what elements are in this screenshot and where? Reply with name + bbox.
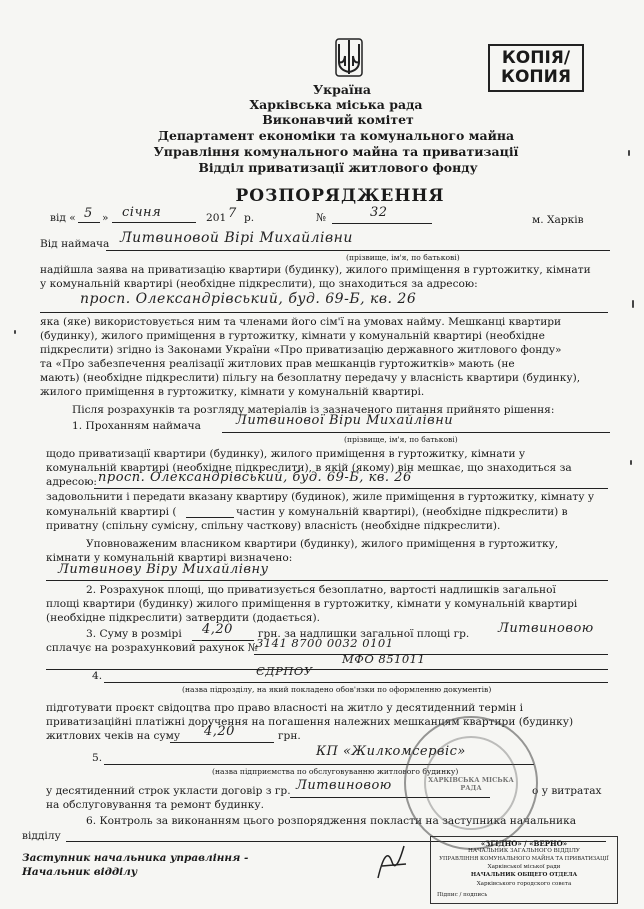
text-p2c: підкреслити) згідно із Законами України «Про приватизацію державного житлового фонду» xyxy=(40,344,562,356)
applicant-label: Від наймача xyxy=(40,238,110,250)
address-2-line xyxy=(94,488,608,489)
account-number-2: МФО 851011 xyxy=(342,652,426,666)
round-seal xyxy=(404,716,538,850)
order-number-line xyxy=(332,223,432,224)
scan-mark xyxy=(630,460,632,465)
signature-title-2: Начальник відділу xyxy=(22,866,138,878)
header-directorate: Управління комунального майна та приватизації xyxy=(153,144,519,159)
address-2: просп. Олександрівський, буд. 69-Б, кв. 26 xyxy=(98,470,412,485)
item4-label: 4. xyxy=(92,670,103,682)
text-i6a: 6. Контроль за виконанням цього розпорядження покласти на заступника начальника xyxy=(86,815,577,827)
account-number: 3141 8700 0032 0101 xyxy=(256,636,394,650)
text-p2b: (будинку), жилого приміщення в гуртожитку, кімнати у комунальній квартирі (необхідне xyxy=(40,330,545,342)
text-i1e: комунальній квартирі ( xyxy=(46,506,177,518)
stamp-line-3: УПРАВЛІННЯ КОМУНАЛЬНОГО МАЙНА ТА ПРИВАТИЗАЦІЇ xyxy=(439,856,609,862)
page-title: РОЗПОРЯДЖЕННЯ xyxy=(235,186,445,206)
stamp-line-4: Харківської міської ради xyxy=(487,864,561,870)
stamp-line-6: Харківського городского совета xyxy=(476,881,572,887)
text-i4b: приватизаційні платіжні доручення на погашення належних мешканцям квартири (будинку) xyxy=(46,716,574,728)
copy-stamp-line2: КОПИЯ xyxy=(501,67,571,87)
scan-mark xyxy=(628,150,630,156)
trident-emblem-icon xyxy=(335,38,363,78)
scan-mark xyxy=(632,300,634,308)
item1-name-line xyxy=(222,432,610,433)
item3-sum: 4,20 xyxy=(202,622,233,637)
text-p2e: мають) (необхідне підкреслити) пільгу на безоплатну передачу у власність квартири (будинку), xyxy=(40,372,581,384)
stamp-line-1: «ЗГІДНО» / «ВЕРНО» xyxy=(480,839,568,848)
text-i1f: приватну (спільну сумісну, спільну часткову) власність (необхідне підкреслити). xyxy=(46,520,501,532)
date-day: 5 xyxy=(84,206,93,221)
text-i1e2: частин у комунальній квартирі), (необхідне підкреслити) в xyxy=(236,506,568,518)
date-year-suffix: р. xyxy=(244,212,255,224)
date-month: січня xyxy=(122,205,162,220)
owner-line xyxy=(46,580,608,581)
text-i5b: на обслуговування та ремонт будинку. xyxy=(46,799,264,811)
text-p1b: у комунальній квартирі (необхідне підкреслити), що знаходиться за адресою: xyxy=(40,278,478,290)
applicant-name: Литвиновой Вірі Михайлівни xyxy=(120,230,353,246)
header-committee: Виконавчий комітет xyxy=(262,112,414,127)
date-sep: » xyxy=(102,212,109,224)
text-i6b: відділу xyxy=(22,830,61,842)
item1-caption: (прізвище, ім'я, по батькові) xyxy=(344,435,458,444)
item4-line xyxy=(104,682,608,683)
applicant-line xyxy=(106,250,610,251)
order-number-label: № xyxy=(316,212,327,224)
item3-sum-line xyxy=(192,640,254,641)
order-number: 32 xyxy=(370,205,388,220)
applicant-caption: (прізвище, ім'я, по батькові) xyxy=(346,253,460,262)
address-1-line xyxy=(40,312,608,313)
text-i2b: площі квартири (будинку) жилого приміщення в гуртожитку, кімнати у комунальній квартирі xyxy=(46,598,578,610)
signature-title-1: Заступник начальника управління - xyxy=(22,852,249,864)
share-blank-line xyxy=(186,517,234,518)
item5-handwriting: КП «Жилкомсервіс» xyxy=(316,744,466,759)
item4-unit: грн. xyxy=(278,730,301,742)
text-i4c-label: житлових чеків на суму xyxy=(46,730,181,742)
text-i3b: сплачує на розрахунковий рахунок № xyxy=(46,642,258,654)
header-country: Україна xyxy=(312,82,371,97)
signature-scribble xyxy=(372,840,412,884)
item4-caption: (назва підрозділу, на який покладено обов'язки по оформленню документів) xyxy=(182,685,492,694)
date-year-prefix: 201 xyxy=(206,212,227,224)
item5-caption: (назва підприємства по обслуговуванню житлового будинку) xyxy=(212,767,459,776)
text-i4a: підготувати проєкт свідоцтва про право власності на житло у десятиденний термін і xyxy=(46,702,524,714)
account-line xyxy=(254,654,608,655)
date-day-line xyxy=(78,222,100,223)
text-i2c: (необхідне підкреслити) затвердити (додається). xyxy=(46,612,320,624)
text-i1b: комунальній квартирі (необхідне підкреслити), в якій (якому) він мешкає, що знаходиться за xyxy=(46,462,572,474)
stamp-line-5: НАЧАЛЬНИК ОБЩЕГО ОТДЕЛА xyxy=(470,872,578,878)
text-i1h: кімнати у комунальній квартирі визначено: xyxy=(46,552,293,564)
account-line-2 xyxy=(46,669,608,670)
item1-label: 1. Проханням наймача xyxy=(72,420,201,432)
text-i5a2: о у витратах xyxy=(532,785,602,797)
scan-mark xyxy=(14,330,16,334)
item3-person: Литвиновою xyxy=(498,621,594,636)
text-i2a: 2. Розрахунок площі, що приватизується безоплатно, вартості надлишків загальної xyxy=(86,584,556,596)
text-i5a: у десятиденний строк укласти договір з гр. xyxy=(46,785,291,797)
date-year-digit: 7 xyxy=(228,206,237,221)
item5-label: 5. xyxy=(92,752,103,764)
text-i1g: Уповноваженим власником квартири (будинку), жилого приміщення в гуртожитку, xyxy=(86,538,559,550)
item4-sum-line xyxy=(170,742,274,743)
city: м. Харків xyxy=(532,214,584,226)
item4-handwriting: ЄДРПОУ xyxy=(256,664,313,678)
owner-name: Литвинову Віру Михайлівну xyxy=(58,562,269,577)
text-p2f: жилого приміщення в гуртожитку, кімнати у комунальній квартирі. xyxy=(40,386,425,398)
verification-stamp xyxy=(430,836,618,904)
item5-person: Литвиновою xyxy=(296,778,392,793)
round-seal-text: ХАРКІВСЬКА МІСЬКА РАДА xyxy=(428,776,514,792)
text-p1a: надійшла заява на приватизацію квартири (будинку), жилого приміщення в гуртожитку, кімнати xyxy=(40,264,591,276)
text-i1c-label: адресою: xyxy=(46,476,97,488)
date-prefix: від « xyxy=(50,212,76,224)
header-council: Харківська міська рада xyxy=(249,97,423,112)
item3-mid: грн. за надлишки загальної площі гр. xyxy=(258,628,470,640)
text-i1d: задовольнити і передати вказану квартиру (будинок), жиле приміщення в гуртожитку, кімнату у xyxy=(46,491,595,503)
text-p2a: яка (яке) використовується ним та членами його сім'ї на умовах найму. Мешканці квартири xyxy=(40,316,562,328)
item1-name: Литвинової Віри Михайлівни xyxy=(236,413,454,428)
stamp-line-7: Підпис / подпись xyxy=(437,892,488,898)
stamp-line-2: НАЧАЛЬНИК ЗАГАЛЬНОГО ВІДДІЛУ xyxy=(468,848,580,854)
address-1: просп. Олександрівський, буд. 69-Б, кв. 26 xyxy=(80,291,417,307)
item4-sum: 4,20 xyxy=(204,724,235,739)
header-division: Відділ приватизації житлового фонду xyxy=(198,160,478,175)
copy-stamp-line1: КОПІЯ/ xyxy=(501,48,571,68)
header-department: Департамент економіки та комунального майна xyxy=(157,128,515,143)
text-i1a: щодо приватизації квартири (будинку), жилого приміщення в гуртожитку, кімнати у xyxy=(46,448,526,460)
date-month-line xyxy=(112,222,196,223)
text-p2d: та «Про забезпечення реалізації житлових прав мешканців гуртожитків» мають (не xyxy=(40,358,515,370)
item3-label: 3. Суму в розмірі xyxy=(86,628,182,640)
text-p3: Після розрахунків та розгляду матеріалів із зазначеного питання прийнято рішення: xyxy=(72,404,555,416)
